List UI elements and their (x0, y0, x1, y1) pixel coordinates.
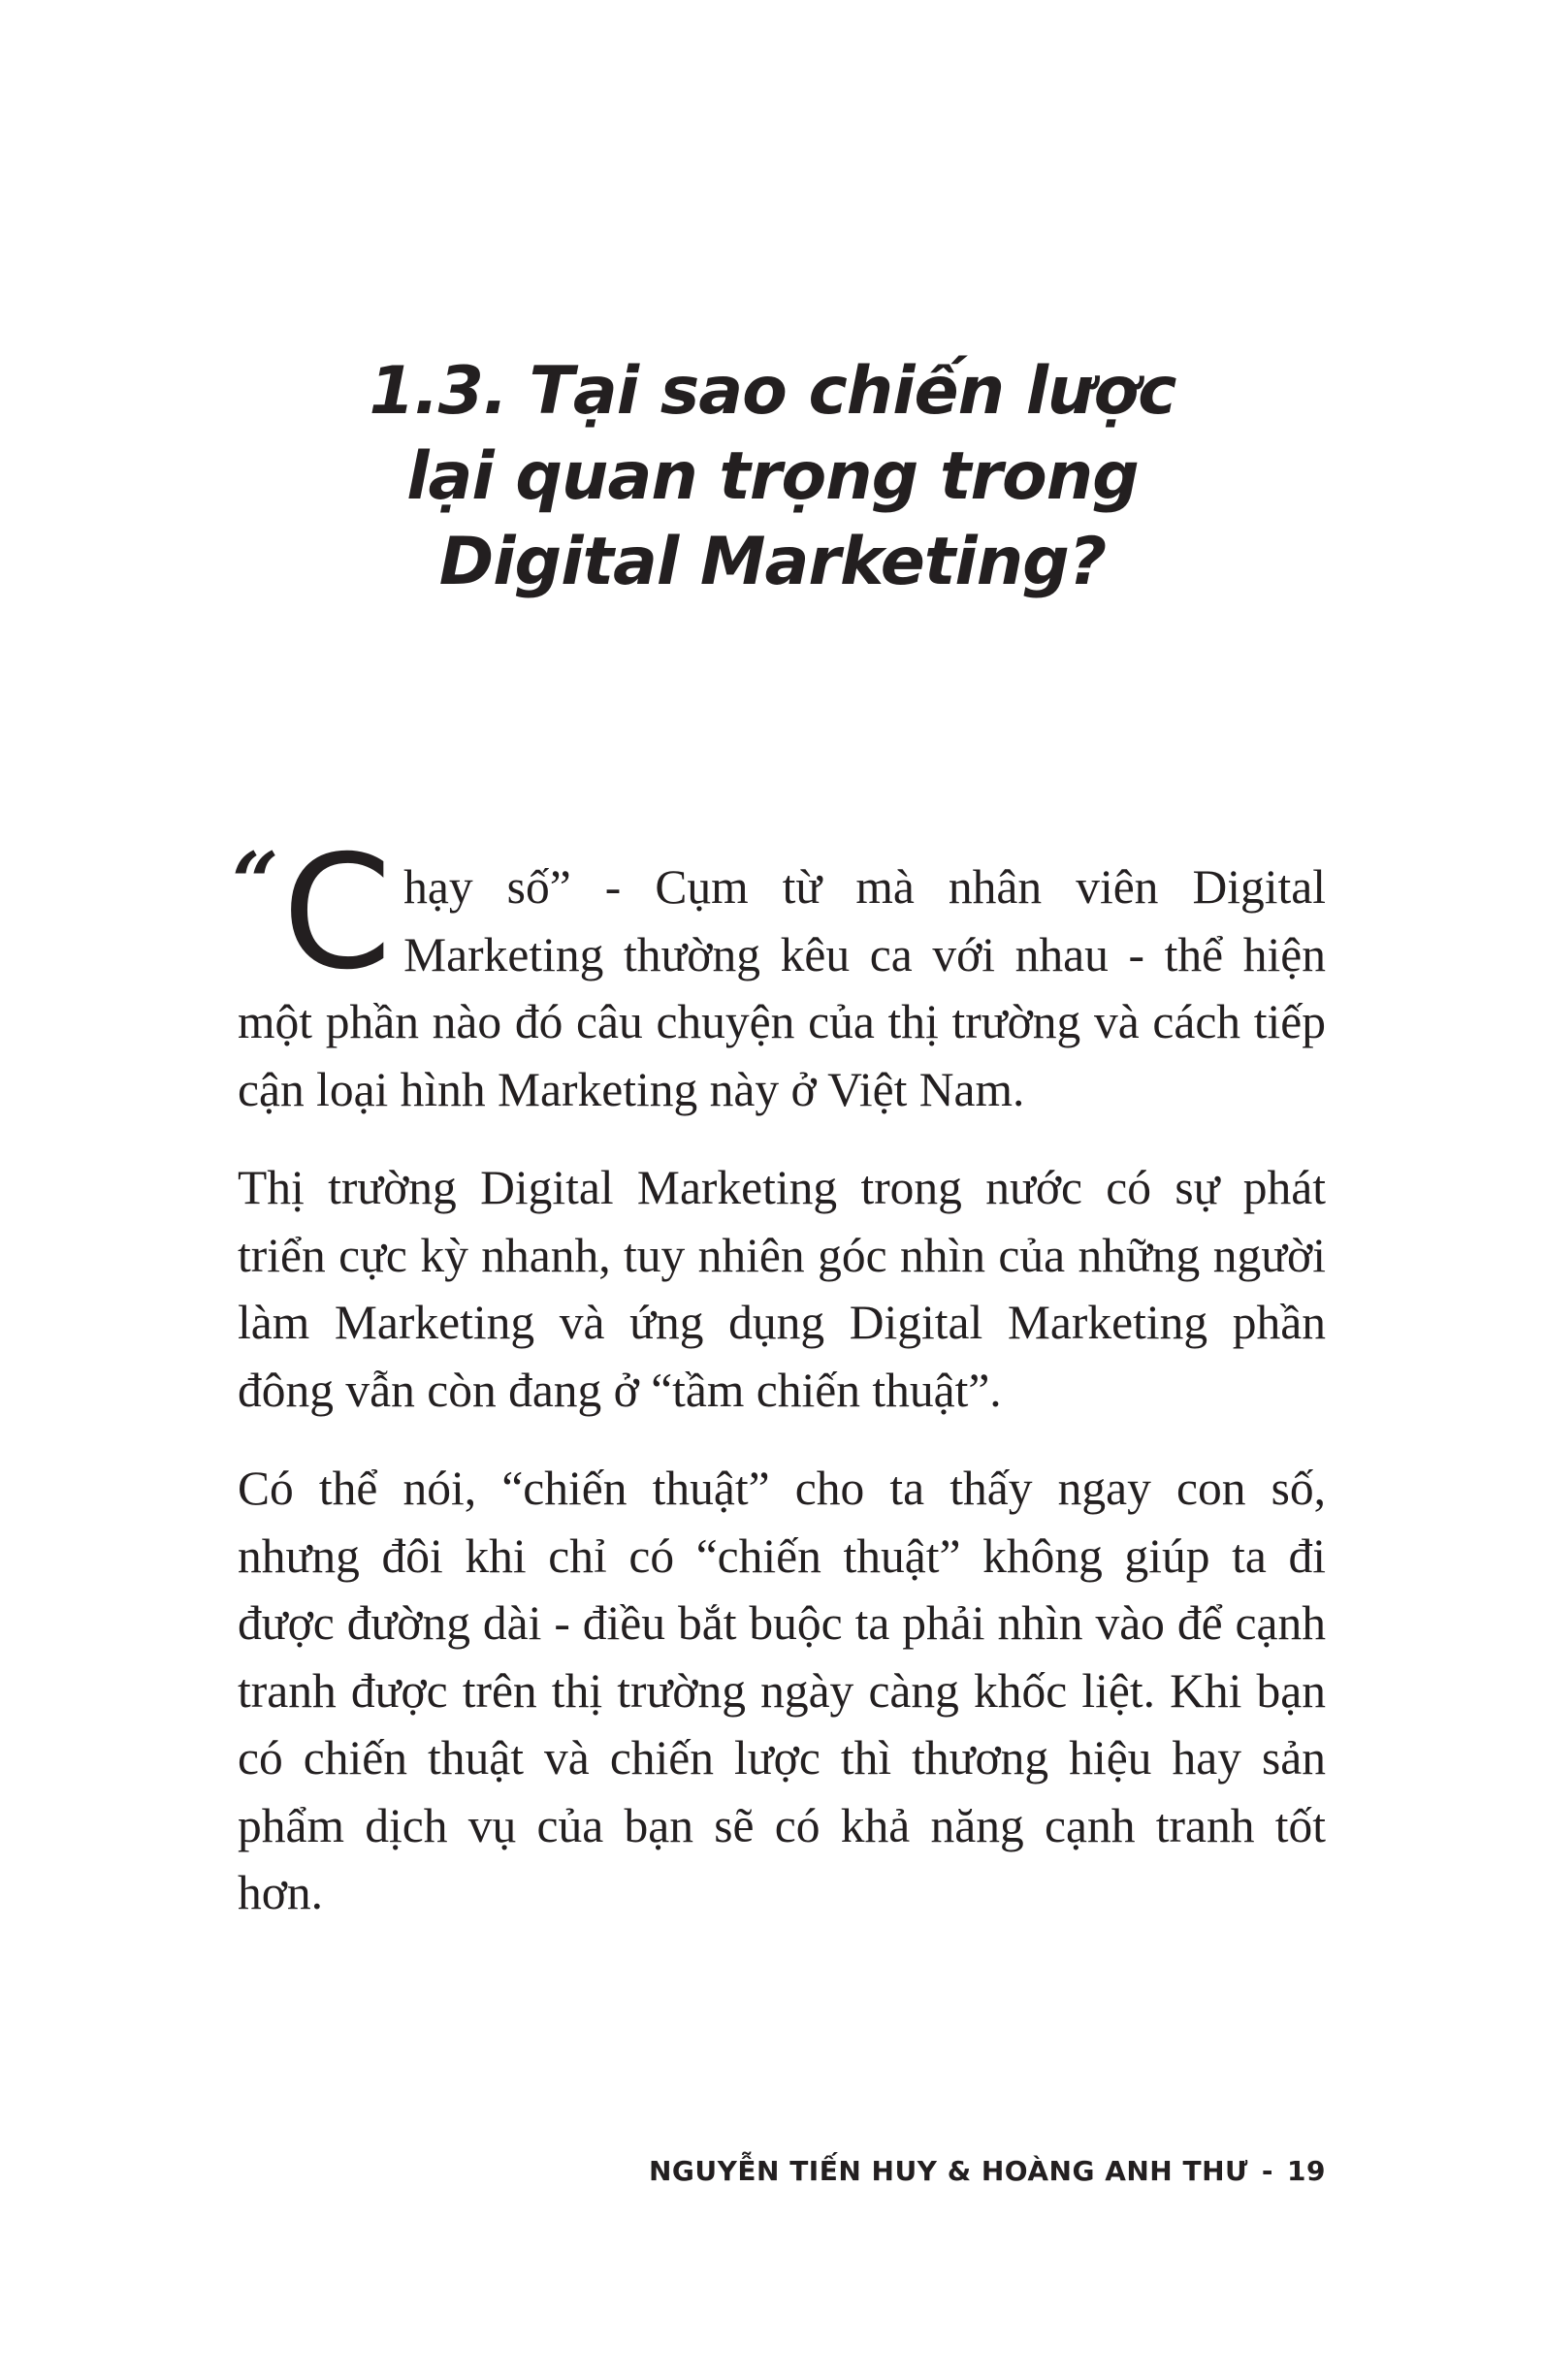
open-quote-mark: “ (232, 834, 279, 930)
section-heading (242, 349, 1303, 605)
heading-line-1: 1.3. Tại sao chiến lược (369, 353, 1176, 430)
paragraph-2: Thị trường Digital Marketing trong nước có sự phát triển cực kỳ nhanh, tuy nhiên góc nhìn của những người làm Marketing và ứng dụng Digital Marketing phần đông vẫn còn đang ở “tầm chiến thuật”. (238, 1161, 1326, 1417)
paragraph-3: Có thể nói, “chiến thuật” cho ta thấy ngay con số, nhưng đôi khi chỉ có “chiến thuật” không giúp ta đi được đường dài - điều bắt buộc ta phải nhìn vào để cạnh tranh được trên thị trường ngày càng khốc liệt. Khi bạn có chiến thuật và chiến lược thì thương hiệu hay sản phẩm dịch vụ của bạn sẽ có khả năng cạnh tranh tốt hơn. (238, 1462, 1326, 1919)
footer-authors: NGUYỄN TIẾN HUY & HOÀNG ANH THƯ (648, 2155, 1248, 2187)
page-footer (649, 2155, 1326, 2187)
page-number: 19 (1287, 2155, 1326, 2187)
paragraph-1 (232, 822, 1326, 1123)
drop-cap: C (282, 822, 393, 1005)
body-text (232, 822, 1326, 1958)
paragraph-1-text: hạy số” - Cụm từ mà nhân viên Digital Marketing thường kêu ca với nhau - thể hiện một phần nào đó câu chuyện của thị trường và cách tiếp cận loại hình Marketing này ở Việt Nam. (238, 860, 1326, 1116)
footer-separator: - (1261, 2155, 1274, 2187)
heading-line-3: Digital Marketing? (438, 524, 1107, 600)
heading-line-2: lại quan trọng trong (406, 438, 1139, 515)
